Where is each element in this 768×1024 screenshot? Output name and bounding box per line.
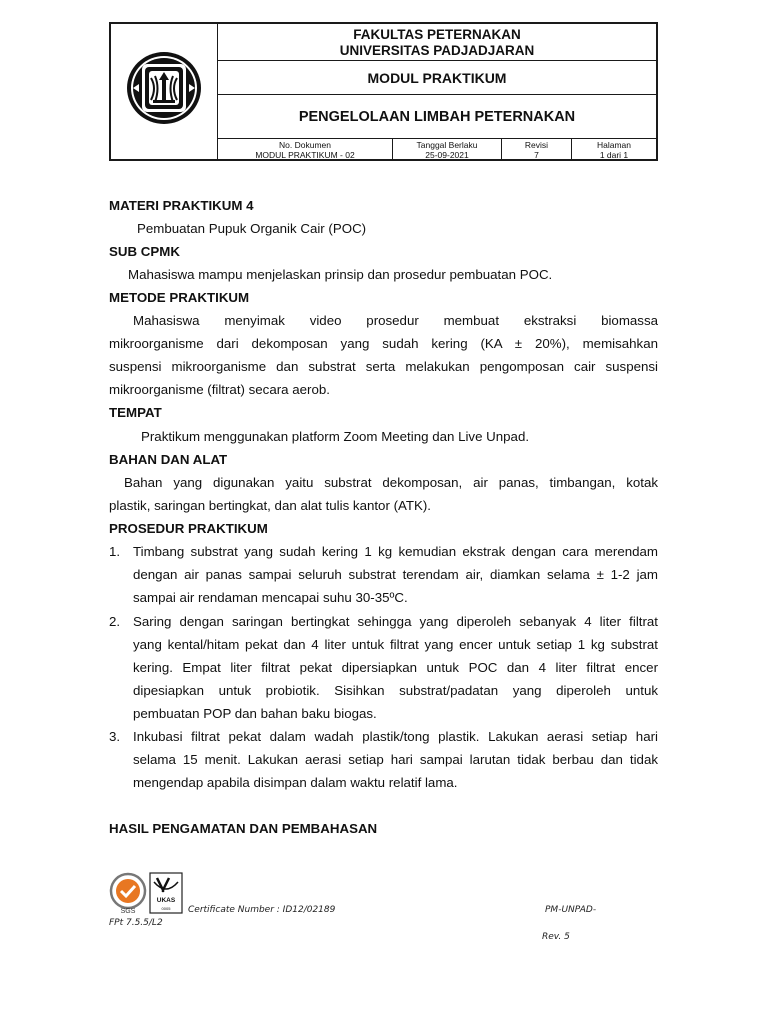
document-code-a: PM-UNPAD- [545,905,597,915]
revision-label: Revisi [524,140,549,150]
step-line: dengan air panas sampai seluruh substrat terendam air, diamkan selama ± 1-2 jam [133,567,658,582]
step-number: 3. [109,729,121,744]
certificate-number: Certificate Number : ID12/02189 [188,905,336,915]
document-code-b: FPt 7.5.5/L2 [109,918,163,928]
sub-cpmk-text: Mahasiswa mampu menjelaskan prinsip dan prosedur pembuatan POC. [128,267,553,282]
hasil-heading: HASIL PENGAMATAN DAN PEMBAHASAN [109,821,378,836]
unpad-logo [125,50,203,126]
sgs-label: SGS [120,908,136,914]
doc-number-value: MODUL PRAKTIKUM - 02 [255,150,355,160]
step-line: Inkubasi filtrat pekat dalam wadah plastik/tong plastik. Lakukan aerasi setiap hari [133,729,658,744]
faculty-cell [218,24,656,61]
step-line: sampai air rendaman mencapai suhu 30-35ºC. [133,590,408,605]
tempat-heading: TEMPAT [109,405,162,420]
ukas-number: 0005 [161,906,171,911]
step-line: pembuatan POP dan bahan baku biogas. [133,706,377,721]
bahan-line: plastik, saringan bertingkat, dan alat tulis kantor (ATK). [109,498,431,513]
materi-heading: MATERI PRAKTIKUM 4 [109,198,254,213]
university-name: UNIVERSITAS PADJADJARAN [339,42,535,58]
prosedur-heading: PROSEDUR PRAKTIKUM [109,521,268,536]
tempat-text: Praktikum menggunakan platform Zoom Meeting dan Live Unpad. [141,429,530,444]
bahan-heading: BAHAN DAN ALAT [109,452,228,467]
sub-cpmk-heading: SUB CPMK [109,244,180,259]
metode-line: suspensi mikroorganisme dan substrat serta melakukan pengomposan cair suspensi [109,359,658,374]
step-line: mengendap apabila disimpan dalam waktu relatif lama. [133,775,458,790]
ukas-label: UKAS [156,897,176,904]
page-label: Halaman [596,140,632,150]
step-line: dipesiapkan untuk probiotik. Sisihkan substrat/padatan yang diperoleh untuk [133,683,658,698]
step-line: Timbang substrat yang sudah kering 1 kg kemudian ekstrak dengan cara merendam [133,544,658,559]
metode-line: Mahasiswa menyimak video prosedur membuat ekstraksi biomassa [133,313,658,328]
effective-date-label: Tanggal Berlaku [416,140,478,150]
document-info-row [218,139,656,161]
doc-number-label: No. Dokumen [279,140,331,150]
metode-heading: METODE PRAKTIKUM [109,290,250,305]
effective-date-cell [392,139,501,161]
ukas-logo [149,872,183,914]
document-header [109,22,658,161]
step-line: kering. Empat liter filtrat pekat dipersiapkan untuk POC dan 4 liter filtrat encer [133,660,658,675]
step-line: Saring dengan saringan bertingkat sehingga yang diperoleh sebanyak 4 liter filtrat [133,614,658,629]
materi-text: Pembuatan Pupuk Organik Cair (POC) [137,221,367,236]
footer-revision: Rev. 5 [542,932,570,942]
module-title: MODUL PRAKTIKUM [218,61,656,95]
revision-value: 7 [534,150,539,160]
step-line: yang kental/hitam pekat dan 4 liter untuk filtrat yang encer untuk setiap 1 kg substrat [133,637,658,652]
page-cell [571,139,656,161]
metode-line: mikroorganisme dari dekomposan yang sudah kering (KA ± 20%), memisahkan [109,336,658,351]
sgs-logo [108,872,148,914]
revision-cell [501,139,571,161]
doc-number-cell [218,139,392,161]
step-number: 1. [109,544,121,559]
logo-cell [111,24,218,159]
step-number: 2. [109,614,121,629]
subject-title: PENGELOLAAN LIMBAH PETERNAKAN [218,95,656,139]
page-value: 1 dari 1 [599,150,629,160]
faculty-name: FAKULTAS PETERNAKAN [353,27,521,42]
bahan-line: Bahan yang digunakan yaitu substrat dekomposan, air panas, timbangan, kotak [124,475,658,490]
step-line: selama 15 menit. Lakukan aerasi setiap hari sampai larutan tidak berbau dan tidak [133,752,658,767]
metode-line: mikroorganisme (filtrat) secara aerob. [109,382,330,397]
effective-date-value: 25-09-2021 [425,150,469,160]
